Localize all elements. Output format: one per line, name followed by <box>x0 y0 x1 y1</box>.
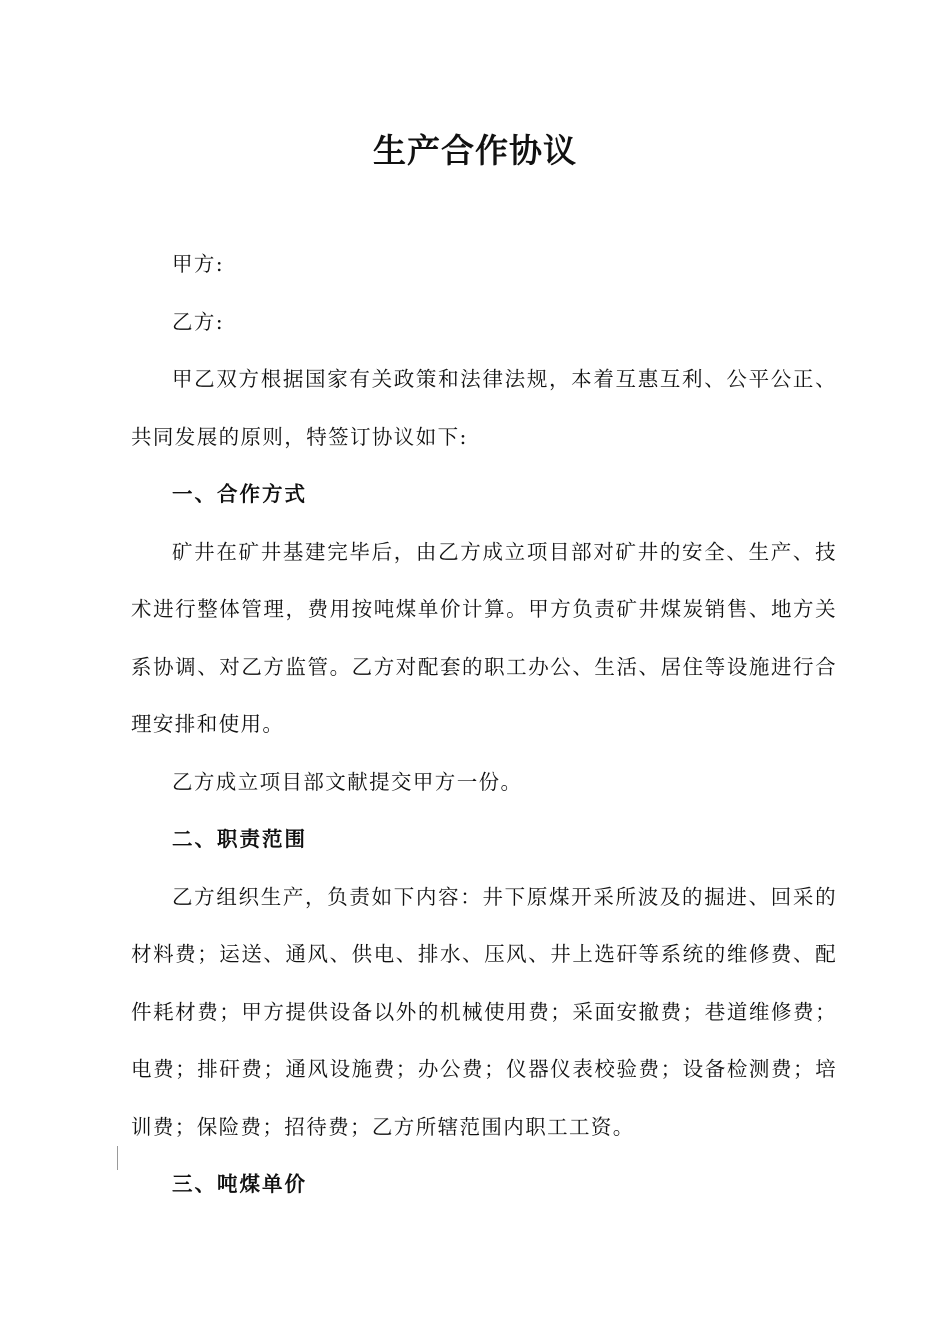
responsibilities-paragraph: 乙方组织生产，负责如下内容：井下原煤开采所波及的掘进、回采的材料费；运送、通风、供电、排水、压风、井上选矸等系统的维修费、配件耗材费；甲方提供设备以外的机械使用费；采面安撤费；巷道维修费；电费；排矸费；通风设施费；办公费；仪器仪表校验费；设备检测费；培训费；保险费；招待费；乙方所辖范围内职工工资。 <box>131 884 837 1139</box>
cooperation-mode-paragraph: 矿井在矿井基建完毕后，由乙方成立项目部对矿井的安全、生产、技术进行整体管理，费用按吨煤单价计算。甲方负责矿井煤炭销售、地方关系协调、对乙方监管。乙方对配套的职工办公、生活、居住等设施进行合理安排和使用。 <box>131 539 837 736</box>
document-title: 生产合作协议 <box>373 131 577 170</box>
document-body <box>131 236 837 1214</box>
section-heading-cooperation-mode: 一、合作方式 <box>172 482 307 506</box>
party-a-line: 甲方: <box>172 252 225 276</box>
revision-margin-mark <box>117 1146 118 1170</box>
section-heading-unit-price: 三、吨煤单价 <box>172 1172 307 1196</box>
preamble-paragraph: 甲乙双方根据国家有关政策和法律法规，本着互惠互利、公平公正、共同发展的原则，特签订协议如下: <box>131 367 837 449</box>
project-department-paragraph: 乙方成立项目部文献提交甲方一份。 <box>172 769 523 794</box>
party-b-line: 乙方: <box>172 309 225 334</box>
section-heading-responsibilities: 二、职责范围 <box>172 827 307 851</box>
